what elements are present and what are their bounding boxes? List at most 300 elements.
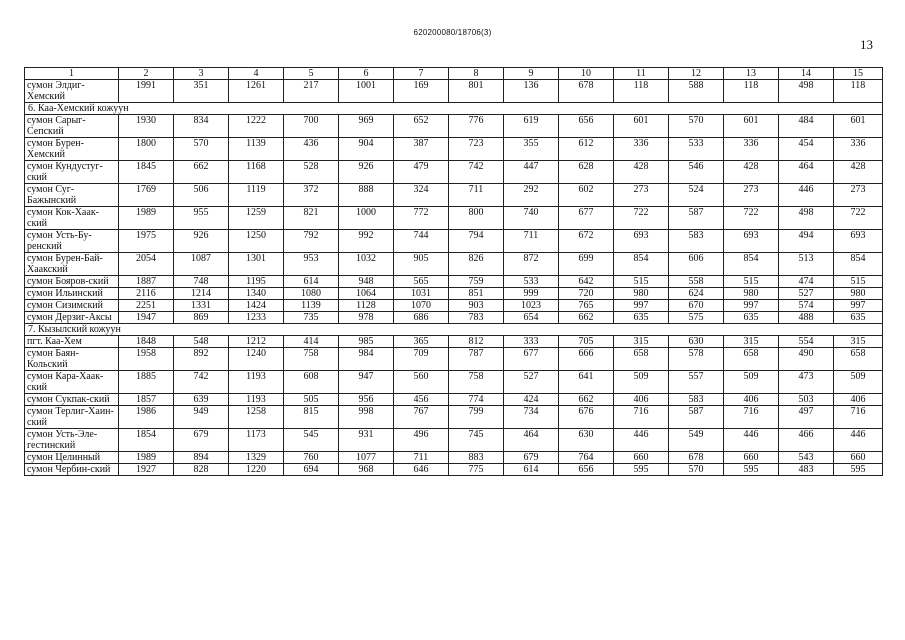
table-cell: 894	[174, 452, 229, 464]
table-cell: 985	[339, 336, 394, 348]
table-cell: 1070	[394, 300, 449, 312]
table-cell: 775	[449, 464, 504, 476]
table-cell: 760	[284, 452, 339, 464]
table-cell: 1958	[119, 348, 174, 371]
table-cell: 628	[559, 161, 614, 184]
table-cell: 169	[394, 80, 449, 103]
table-cell: 716	[724, 406, 779, 429]
table-cell: 854	[614, 253, 669, 276]
table-cell: 742	[174, 371, 229, 394]
table-cell: 792	[284, 230, 339, 253]
table-cell: 436	[284, 138, 339, 161]
table-cell: 956	[339, 394, 394, 406]
table-cell: 646	[394, 464, 449, 476]
table-cell: 1220	[229, 464, 284, 476]
table-row	[25, 371, 883, 394]
table-cell: 722	[834, 207, 883, 230]
table-cell: 428	[834, 161, 883, 184]
table-cell: 1258	[229, 406, 284, 429]
table-cell: 527	[779, 288, 834, 300]
table-cell: 583	[669, 230, 724, 253]
table-cell: 1001	[339, 80, 394, 103]
table-cell: 1077	[339, 452, 394, 464]
table-cell: 658	[834, 348, 883, 371]
table-cell: 660	[614, 452, 669, 464]
table-cell: 515	[834, 276, 883, 288]
table-cell: 602	[559, 184, 614, 207]
section-row	[25, 103, 883, 115]
table-cell: 745	[449, 429, 504, 452]
table-cell: 998	[339, 406, 394, 429]
table-cell: 546	[669, 161, 724, 184]
table-cell: 1250	[229, 230, 284, 253]
table-cell: 496	[394, 429, 449, 452]
table-cell: 1193	[229, 371, 284, 394]
table-cell: 614	[504, 464, 559, 476]
table-cell: 759	[449, 276, 504, 288]
table-cell: 821	[284, 207, 339, 230]
table-row	[25, 429, 883, 452]
table-cell: 1214	[174, 288, 229, 300]
table-cell: 997	[614, 300, 669, 312]
table-cell: 716	[834, 406, 883, 429]
table-cell: 1212	[229, 336, 284, 348]
table-cell: 273	[614, 184, 669, 207]
column-header: 9	[504, 68, 559, 80]
table-cell: 978	[339, 312, 394, 324]
table-cell: 748	[174, 276, 229, 288]
table-cell: 595	[834, 464, 883, 476]
table-cell: 1222	[229, 115, 284, 138]
row-name: сумон Бурен-Хемский	[25, 138, 119, 161]
table-cell: 641	[559, 371, 614, 394]
table-cell: 498	[779, 207, 834, 230]
table-cell: 984	[339, 348, 394, 371]
table-cell: 474	[779, 276, 834, 288]
table-cell: 630	[669, 336, 724, 348]
table-cell: 601	[724, 115, 779, 138]
table-cell: 969	[339, 115, 394, 138]
table-cell: 606	[669, 253, 724, 276]
table-cell: 545	[284, 429, 339, 452]
table-cell: 505	[284, 394, 339, 406]
table-row	[25, 276, 883, 288]
row-name: сумон Сукпак-ский	[25, 394, 119, 406]
table-cell: 351	[174, 80, 229, 103]
table-cell: 490	[779, 348, 834, 371]
table-cell: 619	[504, 115, 559, 138]
table-cell: 1080	[284, 288, 339, 300]
table-cell: 630	[559, 429, 614, 452]
table-cell: 660	[724, 452, 779, 464]
table-cell: 744	[394, 230, 449, 253]
table-cell: 601	[614, 115, 669, 138]
table-cell: 1947	[119, 312, 174, 324]
table-row	[25, 348, 883, 371]
table-row	[25, 80, 883, 103]
table-cell: 483	[779, 464, 834, 476]
row-name: сумон Усть-Эле-гестинский	[25, 429, 119, 452]
table-cell: 955	[174, 207, 229, 230]
table-cell: 904	[339, 138, 394, 161]
row-name: сумон Ильинский	[25, 288, 119, 300]
table-row	[25, 312, 883, 324]
table-cell: 639	[174, 394, 229, 406]
table-cell: 1173	[229, 429, 284, 452]
table-cell: 903	[449, 300, 504, 312]
table-row	[25, 253, 883, 276]
table-cell: 670	[669, 300, 724, 312]
table-cell: 515	[614, 276, 669, 288]
table-cell: 758	[284, 348, 339, 371]
table-cell: 557	[669, 371, 724, 394]
table-cell: 678	[669, 452, 724, 464]
table-cell: 734	[504, 406, 559, 429]
table-cell: 679	[174, 429, 229, 452]
table-cell: 533	[504, 276, 559, 288]
table-cell: 1064	[339, 288, 394, 300]
table-cell: 424	[504, 394, 559, 406]
table-cell: 722	[724, 207, 779, 230]
row-name: сумон Сизимский	[25, 300, 119, 312]
table-cell: 772	[394, 207, 449, 230]
table-cell: 834	[174, 115, 229, 138]
table-cell: 575	[669, 312, 724, 324]
row-name: сумон Бояров-ский	[25, 276, 119, 288]
table-cell: 1857	[119, 394, 174, 406]
table-cell: 892	[174, 348, 229, 371]
table-cell: 699	[559, 253, 614, 276]
table-cell: 624	[669, 288, 724, 300]
table-cell: 1845	[119, 161, 174, 184]
table-cell: 926	[339, 161, 394, 184]
row-name: сумон Кара-Хаак-ский	[25, 371, 119, 394]
table-cell: 292	[504, 184, 559, 207]
table-cell: 1887	[119, 276, 174, 288]
table-cell: 406	[724, 394, 779, 406]
table-cell: 854	[834, 253, 883, 276]
table-cell: 446	[779, 184, 834, 207]
table-cell: 1930	[119, 115, 174, 138]
column-header: 14	[779, 68, 834, 80]
row-name: сумон Целинный	[25, 452, 119, 464]
table-cell: 1769	[119, 184, 174, 207]
section-title: 6. Каа-Хемский кожуун	[25, 103, 883, 115]
column-header: 15	[834, 68, 883, 80]
table-cell: 136	[504, 80, 559, 103]
table-cell: 677	[504, 348, 559, 371]
table-cell: 711	[504, 230, 559, 253]
row-name: сумон Элдиг-Хемский	[25, 80, 119, 103]
table-cell: 1301	[229, 253, 284, 276]
table-cell: 783	[449, 312, 504, 324]
column-header: 1	[25, 68, 119, 80]
table-cell: 742	[449, 161, 504, 184]
table-cell: 1119	[229, 184, 284, 207]
table-cell: 446	[724, 429, 779, 452]
table-cell: 527	[504, 371, 559, 394]
table-cell: 869	[174, 312, 229, 324]
table-cell: 740	[504, 207, 559, 230]
table-cell: 509	[834, 371, 883, 394]
row-name: сумон Суг-Бажынский	[25, 184, 119, 207]
table-cell: 949	[174, 406, 229, 429]
table-cell: 931	[339, 429, 394, 452]
table-cell: 324	[394, 184, 449, 207]
row-name: сумон Усть-Бу-ренский	[25, 230, 119, 253]
table-row	[25, 138, 883, 161]
table-cell: 387	[394, 138, 449, 161]
table-cell: 1424	[229, 300, 284, 312]
table-cell: 1168	[229, 161, 284, 184]
table-cell: 720	[559, 288, 614, 300]
section-title: 7. Кызылский кожуун	[25, 324, 883, 336]
row-name: сумон Кундустуг-ский	[25, 161, 119, 184]
section-row	[25, 324, 883, 336]
table-cell: 980	[724, 288, 779, 300]
table-cell: 414	[284, 336, 339, 348]
column-header: 3	[174, 68, 229, 80]
table-cell: 554	[779, 336, 834, 348]
table-cell: 1139	[284, 300, 339, 312]
table-cell: 654	[504, 312, 559, 324]
table-cell: 787	[449, 348, 504, 371]
table-cell: 1261	[229, 80, 284, 103]
table-cell: 1340	[229, 288, 284, 300]
table-cell: 1195	[229, 276, 284, 288]
column-header: 6	[339, 68, 394, 80]
table-cell: 570	[669, 464, 724, 476]
table-cell: 693	[614, 230, 669, 253]
table-cell: 454	[779, 138, 834, 161]
table-cell: 709	[394, 348, 449, 371]
row-name: сумон Кок-Хаак-ский	[25, 207, 119, 230]
table-cell: 635	[834, 312, 883, 324]
column-header: 13	[724, 68, 779, 80]
table-cell: 997	[724, 300, 779, 312]
table-cell: 533	[669, 138, 724, 161]
table-cell: 217	[284, 80, 339, 103]
table-row	[25, 115, 883, 138]
column-header: 10	[559, 68, 614, 80]
table-cell: 711	[449, 184, 504, 207]
table-cell: 473	[779, 371, 834, 394]
row-name: сумон Дерзиг-Аксы	[25, 312, 119, 324]
table-cell: 601	[834, 115, 883, 138]
table-cell: 679	[504, 452, 559, 464]
table-cell: 484	[779, 115, 834, 138]
table-cell: 513	[779, 253, 834, 276]
table-cell: 498	[779, 80, 834, 103]
table-cell: 336	[724, 138, 779, 161]
table-cell: 812	[449, 336, 504, 348]
table-cell: 560	[394, 371, 449, 394]
table-cell: 466	[779, 429, 834, 452]
column-header: 12	[669, 68, 724, 80]
table-cell: 800	[449, 207, 504, 230]
table-cell: 828	[174, 464, 229, 476]
table-cell: 662	[559, 394, 614, 406]
table-cell: 693	[834, 230, 883, 253]
table-cell: 456	[394, 394, 449, 406]
column-header: 4	[229, 68, 284, 80]
table-cell: 1991	[119, 80, 174, 103]
table-cell: 642	[559, 276, 614, 288]
table-cell: 570	[669, 115, 724, 138]
table-cell: 548	[174, 336, 229, 348]
table-cell: 635	[724, 312, 779, 324]
column-header: 5	[284, 68, 339, 80]
table-cell: 851	[449, 288, 504, 300]
table-cell: 1240	[229, 348, 284, 371]
table-cell: 464	[504, 429, 559, 452]
table-cell: 464	[779, 161, 834, 184]
table-cell: 612	[559, 138, 614, 161]
header-row	[25, 68, 883, 80]
table-cell: 406	[834, 394, 883, 406]
table-cell: 826	[449, 253, 504, 276]
table-cell: 765	[559, 300, 614, 312]
table-row	[25, 452, 883, 464]
table-cell: 723	[449, 138, 504, 161]
table-cell: 1989	[119, 207, 174, 230]
table-cell: 509	[724, 371, 779, 394]
table-cell: 662	[174, 161, 229, 184]
table-cell: 355	[504, 138, 559, 161]
table-cell: 578	[669, 348, 724, 371]
table-cell: 735	[284, 312, 339, 324]
table-cell: 872	[504, 253, 559, 276]
table-cell: 2116	[119, 288, 174, 300]
table-cell: 1023	[504, 300, 559, 312]
table-cell: 767	[394, 406, 449, 429]
table-cell: 446	[614, 429, 669, 452]
table-cell: 587	[669, 406, 724, 429]
table-cell: 315	[614, 336, 669, 348]
column-header: 2	[119, 68, 174, 80]
table-cell: 588	[669, 80, 724, 103]
table-cell: 336	[614, 138, 669, 161]
table-cell: 515	[724, 276, 779, 288]
table-cell: 1975	[119, 230, 174, 253]
table-cell: 705	[559, 336, 614, 348]
table-cell: 1000	[339, 207, 394, 230]
table-cell: 676	[559, 406, 614, 429]
table-cell: 666	[559, 348, 614, 371]
table-cell: 658	[614, 348, 669, 371]
table-row	[25, 161, 883, 184]
table-cell: 883	[449, 452, 504, 464]
row-name: сумон Бурен-Бай-Хаакский	[25, 253, 119, 276]
table-cell: 273	[834, 184, 883, 207]
table-row	[25, 300, 883, 312]
table-cell: 801	[449, 80, 504, 103]
table-cell: 1854	[119, 429, 174, 452]
column-header: 8	[449, 68, 504, 80]
table-cell: 428	[614, 161, 669, 184]
table-cell: 574	[779, 300, 834, 312]
table-cell: 758	[449, 371, 504, 394]
table-cell: 570	[174, 138, 229, 161]
table-cell: 999	[504, 288, 559, 300]
table-cell: 635	[614, 312, 669, 324]
table-cell: 406	[614, 394, 669, 406]
table-cell: 494	[779, 230, 834, 253]
table-cell: 1800	[119, 138, 174, 161]
table-cell: 716	[614, 406, 669, 429]
table-cell: 1329	[229, 452, 284, 464]
table-row	[25, 230, 883, 253]
row-name: сумон Баян-Кольский	[25, 348, 119, 371]
table-cell: 1031	[394, 288, 449, 300]
table-cell: 583	[669, 394, 724, 406]
table-cell: 997	[834, 300, 883, 312]
table-cell: 558	[669, 276, 724, 288]
column-header: 11	[614, 68, 669, 80]
table-cell: 686	[394, 312, 449, 324]
table-cell: 315	[834, 336, 883, 348]
table-cell: 565	[394, 276, 449, 288]
table-cell: 693	[724, 230, 779, 253]
table-cell: 1331	[174, 300, 229, 312]
table-cell: 1087	[174, 253, 229, 276]
table-cell: 700	[284, 115, 339, 138]
table-cell: 694	[284, 464, 339, 476]
table-cell: 528	[284, 161, 339, 184]
table-cell: 1927	[119, 464, 174, 476]
table-cell: 549	[669, 429, 724, 452]
table-row	[25, 394, 883, 406]
table-cell: 888	[339, 184, 394, 207]
page-number: 13	[860, 37, 873, 52]
table-cell: 336	[834, 138, 883, 161]
table-cell: 776	[449, 115, 504, 138]
row-name: сумон Сарыг-Сепский	[25, 115, 119, 138]
table-cell: 764	[559, 452, 614, 464]
table-cell: 1233	[229, 312, 284, 324]
row-name: сумон Терлиг-Хаин-ский	[25, 406, 119, 429]
table-cell: 2251	[119, 300, 174, 312]
table-row	[25, 464, 883, 476]
table-cell: 479	[394, 161, 449, 184]
table-cell: 774	[449, 394, 504, 406]
table-cell: 980	[834, 288, 883, 300]
table-cell: 509	[614, 371, 669, 394]
table-cell: 1193	[229, 394, 284, 406]
table-cell: 1032	[339, 253, 394, 276]
row-name: пгт. Каа-Хем	[25, 336, 119, 348]
table-cell: 608	[284, 371, 339, 394]
table-cell: 799	[449, 406, 504, 429]
table-cell: 587	[669, 207, 724, 230]
row-name: сумон Чербин-ский	[25, 464, 119, 476]
table-cell: 428	[724, 161, 779, 184]
table-row	[25, 207, 883, 230]
table-cell: 1259	[229, 207, 284, 230]
table-cell: 503	[779, 394, 834, 406]
table-cell: 658	[724, 348, 779, 371]
table-cell: 968	[339, 464, 394, 476]
table-cell: 1885	[119, 371, 174, 394]
table-cell: 1848	[119, 336, 174, 348]
table-cell: 1128	[339, 300, 394, 312]
table-row	[25, 336, 883, 348]
document-id: 620200080/18706(3)	[413, 28, 492, 37]
table-cell: 711	[394, 452, 449, 464]
table-cell: 447	[504, 161, 559, 184]
table-cell: 926	[174, 230, 229, 253]
table-cell: 524	[669, 184, 724, 207]
